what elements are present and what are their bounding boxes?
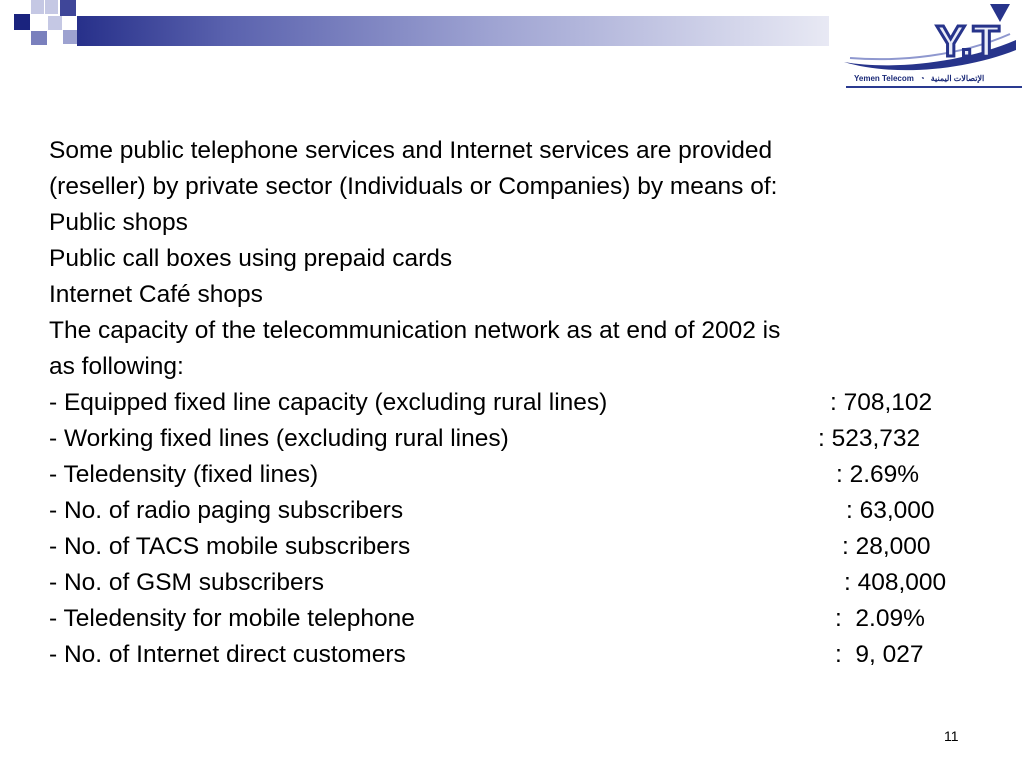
capacity-line: as following: xyxy=(49,353,184,380)
stat-row xyxy=(49,421,979,457)
stat-value: : 28,000 xyxy=(842,533,931,560)
stat-label: - No. of radio paging subscribers xyxy=(49,497,404,524)
logo-mark-text: Y.T xyxy=(936,17,1000,66)
header-decor-square xyxy=(60,0,76,16)
header-gradient-bar xyxy=(77,16,829,46)
stat-label: - Equipped fixed line capacity (excluding rural lines) xyxy=(49,389,608,416)
logo-name-arabic: الإتصالات اليمنية xyxy=(930,73,985,83)
stat-label: - Working fixed lines (excluding rural lines) xyxy=(49,425,509,452)
means-item: Internet Café shops xyxy=(49,281,263,308)
stat-label: - Teledensity for mobile telephone xyxy=(49,605,415,632)
page-number: 11 xyxy=(944,728,959,744)
header-decor-square xyxy=(48,16,62,30)
means-item: Public call boxes using prepaid cards xyxy=(49,245,453,272)
logo-emblem-icon: ◔ xyxy=(919,73,925,83)
header-decor-square xyxy=(31,31,47,45)
stat-row xyxy=(49,385,979,421)
stat-row xyxy=(49,493,979,529)
slide-body xyxy=(49,133,979,673)
stat-value: : 9, 027 xyxy=(835,641,924,668)
stat-label: - No. of GSM subscribers xyxy=(49,569,325,596)
means-item: Public shops xyxy=(49,209,188,236)
capacity-line: The capacity of the telecommunication network as at end of 2002 is xyxy=(49,317,781,344)
logo-text-row xyxy=(854,70,1020,86)
stat-value: : 523,732 xyxy=(818,425,921,452)
logo-swoosh-icon xyxy=(840,0,1020,72)
stat-value: : 708,102 xyxy=(830,389,933,416)
stat-label: - Teledensity (fixed lines) xyxy=(49,461,319,488)
stat-row xyxy=(49,637,979,673)
stat-value: : 2.69% xyxy=(836,461,920,488)
stat-row xyxy=(49,529,979,565)
stat-value: : 408,000 xyxy=(844,569,947,596)
stat-value: : 63,000 xyxy=(846,497,935,524)
intro-line: Some public telephone services and Internet services are provided xyxy=(49,137,773,164)
header-decor-square xyxy=(31,0,44,14)
stat-value: : 2.09% xyxy=(835,605,925,632)
header-decor-square xyxy=(45,0,58,14)
logo-divider xyxy=(846,86,1022,88)
stat-row xyxy=(49,565,979,601)
intro-line: (reseller) by private sector (Individuals or Companies) by means of: xyxy=(49,173,778,200)
stat-row xyxy=(49,457,979,493)
logo-name-english: Yemen Telecom xyxy=(854,73,914,83)
header-decor-square xyxy=(14,14,30,30)
stat-label: - No. of Internet direct customers xyxy=(49,641,406,668)
stat-label: - No. of TACS mobile subscribers xyxy=(49,533,411,560)
stat-row xyxy=(49,601,979,637)
header-decor-square xyxy=(63,30,77,44)
yemen-telecom-logo xyxy=(840,0,1020,96)
